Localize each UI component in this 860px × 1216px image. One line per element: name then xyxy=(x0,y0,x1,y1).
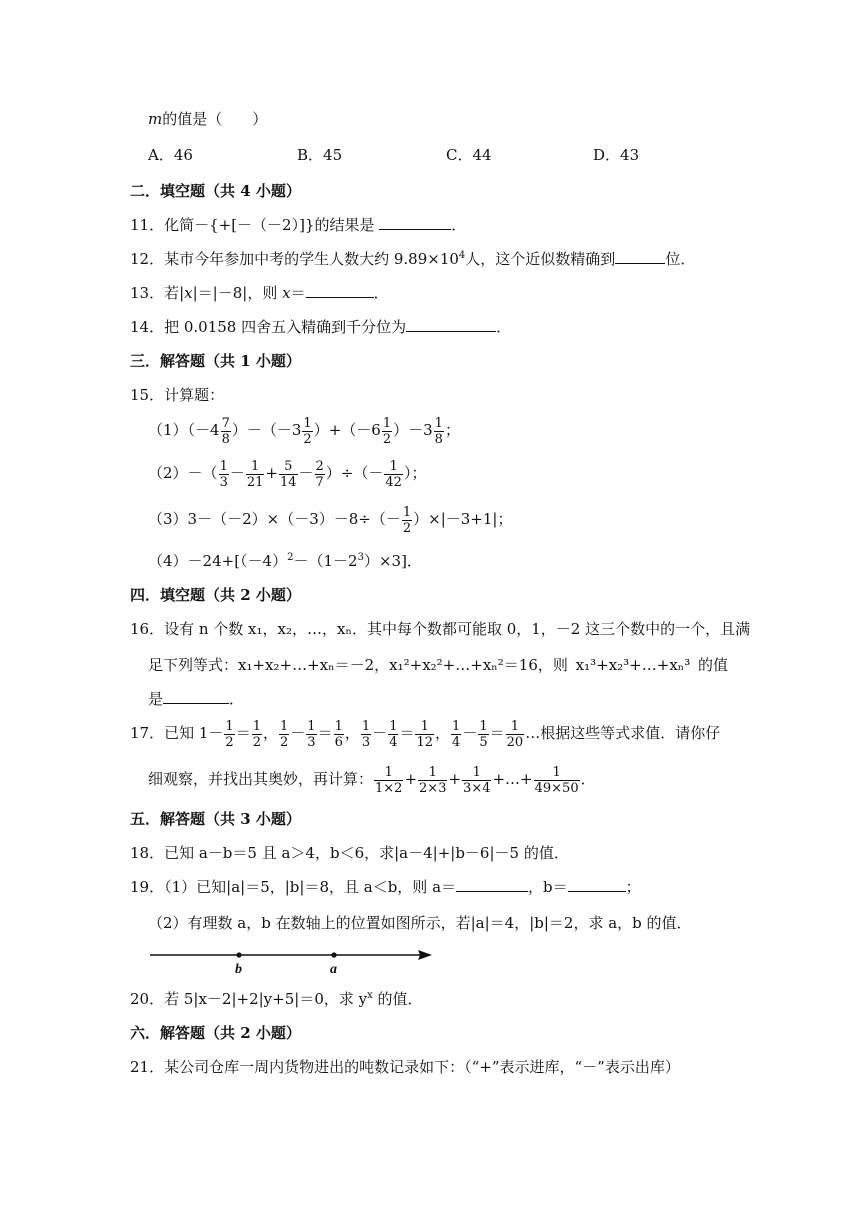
fraction: $\frac{1}{3}$ xyxy=(219,458,228,490)
question-12: 12．某市今年参加中考的学生人数大约 $9.89\times 10^4$人，这个近似数精确到 位． xyxy=(130,250,696,268)
fraction: $\frac{1}{3}$ xyxy=(307,718,316,750)
q10-option-a: A．46 xyxy=(148,146,193,164)
section-heading-2: 二．填空题（共 4 小题） xyxy=(130,182,301,200)
fraction: $\frac{1}{4}$ xyxy=(389,718,398,750)
answer-blank xyxy=(456,877,528,892)
question-20: 20．若 5|x－2|+2|y+5|＝0，求 $y^x$ 的值． xyxy=(130,990,423,1008)
answer-blank xyxy=(406,317,496,332)
q10-tail: m的值是（ ） xyxy=(148,110,268,128)
question-11: 11．化简－{+[－（－2）]}的结果是 ． xyxy=(130,216,467,234)
fraction: $\frac{2}{7}$ xyxy=(315,458,324,490)
question-17-line-2: 细观察，并找出其奥妙，再计算： $\frac{1}{1\times 2}$ + $\frac{1}{2\times 3}$ + $\frac{1}{3\times 4}$ +…+ $\frac{1}{49\times 50}$ ． xyxy=(148,764,596,796)
question-18: 18．已知 a－b＝5 且 a＞4，b＜6，求|a－4|+|b－6|－5 的值． xyxy=(130,844,569,862)
question-19-part-1: 19．（1）已知|a|＝5，|b|＝8，且 a＜b，则 a＝ ，b＝ ； xyxy=(130,878,641,896)
fraction: $\frac{1}{20}$ xyxy=(506,718,524,750)
section-heading-3: 三．解答题（共 1 小题） xyxy=(130,352,301,370)
fraction: $\frac{1}{12}$ xyxy=(416,718,434,750)
q15-part-4: $(4)-24+[(-4)^2-(1-2^3)\times 3]$． xyxy=(148,552,422,570)
fraction: $\frac{1}{3}$ xyxy=(361,718,371,750)
fraction: $\frac{1}{49\times 50}$ xyxy=(534,764,579,796)
question-15: 15．计算题： xyxy=(130,386,225,404)
q15-part-1: （1）（－4 $\frac{7}{8}$ ）－（－3 $\frac{1}{2}$ ）+（－6 $\frac{1}{2}$ ）－3 $\frac{1}{8}$ ； xyxy=(148,415,460,447)
fraction: $\frac{1}{8}$ xyxy=(434,415,443,447)
answer-blank xyxy=(615,249,665,264)
q10-option-d: D．43 xyxy=(593,146,640,164)
fraction: $\frac{1}{21}$ xyxy=(246,458,264,490)
fraction: $\frac{1}{5}$ xyxy=(479,718,488,750)
fraction: $\frac{1}{1\times 2}$ xyxy=(375,764,403,796)
fraction: $\frac{5}{14}$ xyxy=(279,458,297,490)
section-heading-5: 五．解答题（共 3 小题） xyxy=(130,810,301,828)
answer-blank xyxy=(306,283,374,298)
fraction: $\frac{1}{42}$ xyxy=(385,458,402,490)
section-heading-6: 六．解答题（共 2 小题） xyxy=(130,1024,301,1042)
point-a xyxy=(331,952,336,957)
arrow-icon xyxy=(418,950,432,960)
question-13: 13．若|x|＝|－8|，则 x＝ ． xyxy=(130,284,389,302)
fraction: $\frac{1}{4}$ xyxy=(452,718,461,750)
q15-part-2: （2）－（ $\frac{1}{3}$ － $\frac{1}{21}$ + $\frac{5}{14}$ － $\frac{2}{7}$ ）÷（－ $\frac{1}{42}$ ）； xyxy=(148,458,427,490)
question-16-line-2: 足下列等式：x₁+x₂+…+xₙ＝－2，x₁²+x₂²+…+xₙ²＝16，则 x₁³+x₂³+…+xₙ³ 的值 xyxy=(148,656,729,674)
fraction: $\frac{1}{2}$ xyxy=(382,415,392,447)
question-21: 21．某公司仓库一周内货物进出的吨数记录如下：（“+”表示进库，“－”表示出库） xyxy=(130,1058,680,1076)
q10-option-c: C．44 xyxy=(446,146,492,164)
question-19-part-2: （2）有理数 a，b 在数轴上的位置如图所示，若|a|＝4，|b|＝2，求 a，b 的值． xyxy=(148,914,692,932)
fraction: $\frac{1}{3\times 4}$ xyxy=(463,764,491,796)
fraction: $\frac{7}{8}$ xyxy=(221,415,230,447)
fraction: $\frac{1}{2}$ xyxy=(252,718,261,750)
label-b: b xyxy=(235,962,242,977)
question-14: 14．把 0.0158 四舍五入精确到千分位为 ． xyxy=(130,318,512,336)
fraction: $\frac{1}{2}$ xyxy=(280,718,289,750)
section-heading-4: 四．填空题（共 2 小题） xyxy=(130,586,301,604)
question-16-line-3: 是 ． xyxy=(148,690,245,708)
q10-option-b: B．45 xyxy=(297,146,343,164)
answer-blank xyxy=(379,215,451,230)
number-line-figure xyxy=(148,944,438,978)
fraction: $\frac{1}{2}$ xyxy=(303,415,312,447)
answer-blank xyxy=(568,877,626,892)
fraction: $\frac{1}{2\times 3}$ xyxy=(419,764,447,796)
fraction: $\frac{1}{2}$ xyxy=(402,504,412,536)
fraction: $\frac{1}{2}$ xyxy=(225,718,234,750)
q15-part-3: （3）3－（－2）×（－3）－8÷（－ $\frac{1}{2}$ ）×|－3+1|； xyxy=(148,504,513,536)
point-b xyxy=(236,952,241,957)
answer-blank xyxy=(163,689,229,704)
question-17-line-1: 17．已知 1－ $\frac{1}{2}$ ＝ $\frac{1}{2}$ ， $\frac{1}{2}$ － $\frac{1}{3}$ ＝ $\frac{1}{6}$ ， $\frac{1}{3}$ － $\frac{1}{4}$ ＝ $\frac{1}{12}$ ， $\frac{1}{4}$ － $\frac{1}{5}$ ＝ $\frac{1}{20}$ …根据这些等式求值．请你仔 xyxy=(130,718,721,750)
label-a: a xyxy=(330,962,337,977)
fraction: $\frac{1}{6}$ xyxy=(334,718,343,750)
question-16-line-1: 16．设有 n 个数 x₁，x₂，…，xₙ．其中每个数都可能取 0，1，－2 这三个数中的一个，且满 xyxy=(130,620,751,638)
